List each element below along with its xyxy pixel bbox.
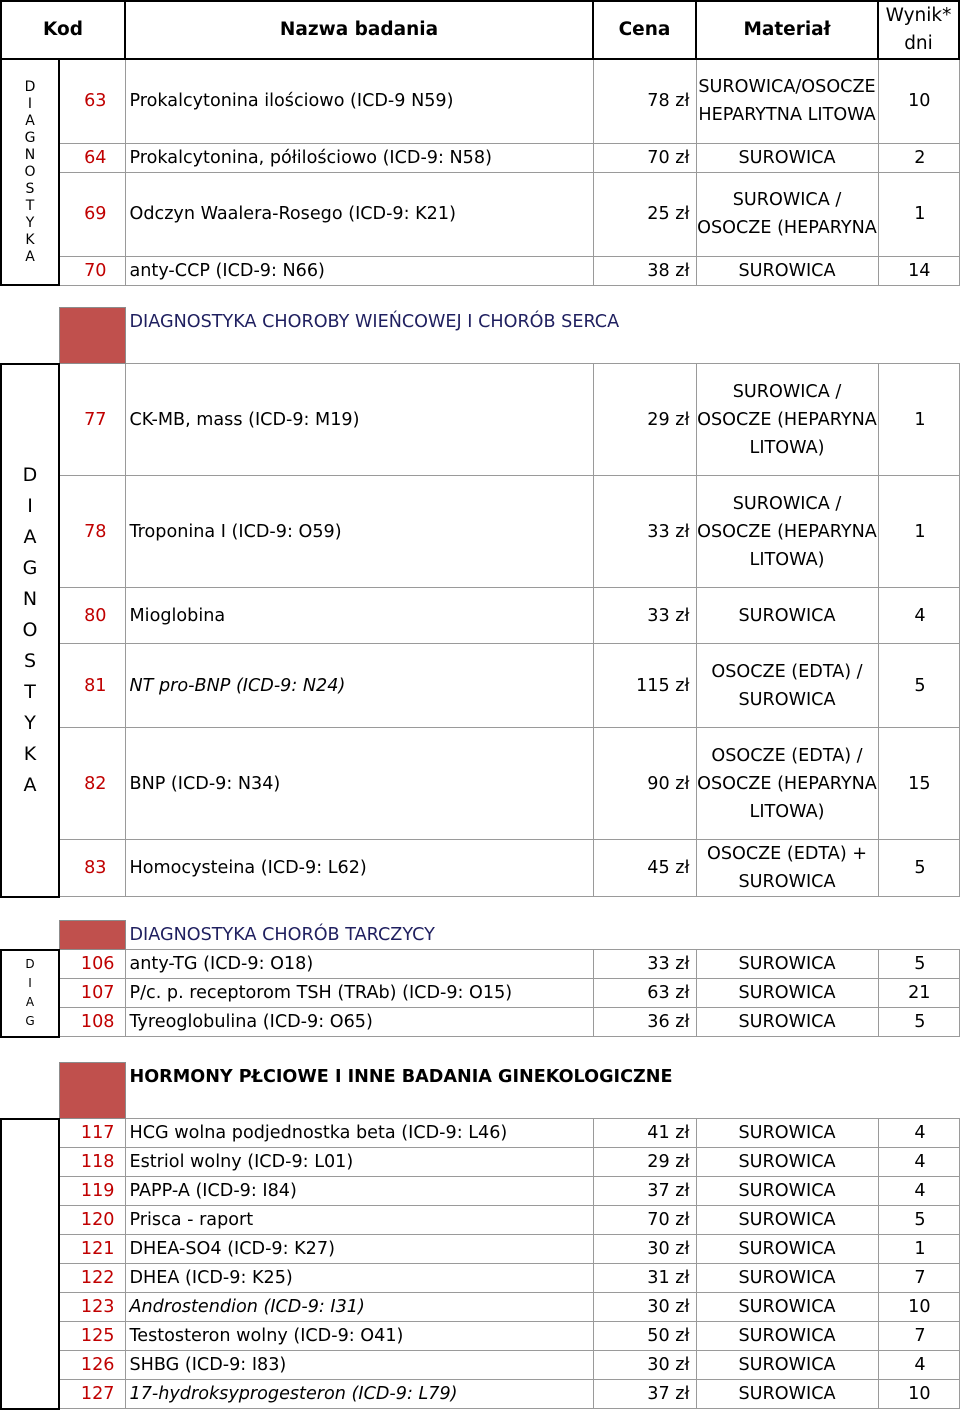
- section-4: [0, 1062, 960, 1410]
- table-row: [1, 644, 959, 728]
- section-title: HORMONY PŁCIOWE I INNE BADANIA GINEKOLOGICZNE: [129, 1066, 673, 1087]
- section-color-swatch: [59, 921, 125, 950]
- row-cena: 29 zł: [593, 364, 696, 476]
- row-material: SUROWICA: [696, 979, 878, 1008]
- row-material: SUROWICA: [696, 1322, 878, 1351]
- row-cena: 70 zł: [593, 143, 696, 172]
- section-1: [0, 0, 960, 286]
- row-kod: 120: [59, 1206, 125, 1235]
- row-cena: 25 zł: [593, 172, 696, 256]
- row-material: SUROWICA: [696, 1008, 878, 1037]
- table-row: [1, 1380, 959, 1409]
- section-title-row: [1, 1063, 959, 1119]
- section-color-swatch: [59, 308, 125, 364]
- table-row: [1, 728, 959, 840]
- table-row: [1, 364, 959, 476]
- header-wynik: Wynik* dni: [878, 1, 959, 59]
- side-label: [1, 1119, 59, 1409]
- row-cena: 78 zł: [593, 59, 696, 143]
- row-material: SUROWICA/OSOCZE HEPARYTNA LITOWA: [696, 59, 878, 143]
- row-dni: 1: [878, 476, 959, 588]
- row-material: SUROWICA / OSOCZE (HEPARYNA: [696, 172, 878, 256]
- row-dni: 5: [878, 1008, 959, 1037]
- table-header: [1, 1, 959, 59]
- header-nazwa: Nazwa badania: [125, 1, 593, 59]
- row-dni: 4: [878, 1351, 959, 1380]
- row-material: SUROWICA / OSOCZE (HEPARYNA LITOWA): [696, 364, 878, 476]
- row-nazwa: DHEA (ICD-9: K25): [125, 1264, 593, 1293]
- row-cena: 70 zł: [593, 1206, 696, 1235]
- row-nazwa: Odczyn Waalera-Rosego (ICD-9: K21): [125, 172, 593, 256]
- row-kod: 107: [59, 979, 125, 1008]
- row-cena: 63 zł: [593, 979, 696, 1008]
- row-nazwa: Homocysteina (ICD-9: L62): [125, 840, 593, 897]
- row-cena: 30 zł: [593, 1293, 696, 1322]
- row-kod: 70: [59, 256, 125, 285]
- row-kod: 121: [59, 1235, 125, 1264]
- row-material: SUROWICA: [696, 1177, 878, 1206]
- row-material: SUROWICA: [696, 1148, 878, 1177]
- row-dni: 4: [878, 588, 959, 644]
- row-cena: 30 zł: [593, 1351, 696, 1380]
- row-nazwa: DHEA-SO4 (ICD-9: K27): [125, 1235, 593, 1264]
- row-material: SUROWICA: [696, 1206, 878, 1235]
- row-dni: 7: [878, 1264, 959, 1293]
- row-material: SUROWICA / OSOCZE (HEPARYNA LITOWA): [696, 476, 878, 588]
- row-nazwa: NT pro-BNP (ICD-9: N24): [125, 644, 593, 728]
- row-nazwa: anty-TG (ICD-9: O18): [125, 950, 593, 979]
- row-nazwa: Mioglobina: [125, 588, 593, 644]
- row-kod: 80: [59, 588, 125, 644]
- row-dni: 1: [878, 1235, 959, 1264]
- row-material: OSOCZE (EDTA) / SUROWICA: [696, 644, 878, 728]
- row-nazwa: Tyreoglobulina (ICD-9: O65): [125, 1008, 593, 1037]
- section-title-row: [1, 921, 959, 950]
- row-dni: 4: [878, 1148, 959, 1177]
- section-color-swatch: [59, 1063, 125, 1119]
- row-cena: 50 zł: [593, 1322, 696, 1351]
- table-row: [1, 256, 959, 285]
- row-cena: 37 zł: [593, 1177, 696, 1206]
- row-dni: 1: [878, 172, 959, 256]
- header-material: Materiał: [696, 1, 878, 59]
- row-kod: 117: [59, 1119, 125, 1148]
- row-material: SUROWICA: [696, 1119, 878, 1148]
- row-kod: 78: [59, 476, 125, 588]
- table-row: [1, 1351, 959, 1380]
- section-title: DIAGNOSTYKA CHOROBY WIEŃCOWEJ I CHORÓB SERCA: [129, 311, 620, 332]
- row-material: SUROWICA: [696, 256, 878, 285]
- table-row: [1, 950, 959, 979]
- side-label: D I A G N O S T Y K A: [1, 364, 59, 897]
- row-cena: 31 zł: [593, 1264, 696, 1293]
- row-kod: 108: [59, 1008, 125, 1037]
- row-material: SUROWICA: [696, 143, 878, 172]
- row-kod: 127: [59, 1380, 125, 1409]
- row-kod: 123: [59, 1293, 125, 1322]
- table-row: [1, 979, 959, 1008]
- row-nazwa: P/c. p. receptorom TSH (TRAb) (ICD-9: O15): [125, 979, 593, 1008]
- row-dni: 4: [878, 1177, 959, 1206]
- table-row: [1, 1148, 959, 1177]
- row-nazwa: 17-hydroksyprogesteron (ICD-9: L79): [125, 1380, 593, 1409]
- row-dni: 7: [878, 1322, 959, 1351]
- section-2: [0, 307, 960, 898]
- row-dni: 4: [878, 1119, 959, 1148]
- row-nazwa: PAPP-A (ICD-9: I84): [125, 1177, 593, 1206]
- row-nazwa: Prisca - raport: [125, 1206, 593, 1235]
- row-cena: 115 zł: [593, 644, 696, 728]
- row-material: SUROWICA: [696, 1380, 878, 1409]
- row-nazwa: CK-MB, mass (ICD-9: M19): [125, 364, 593, 476]
- table-row: [1, 1322, 959, 1351]
- row-kod: 69: [59, 172, 125, 256]
- row-dni: 2: [878, 143, 959, 172]
- row-dni: 1: [878, 364, 959, 476]
- row-nazwa: Testosteron wolny (ICD-9: O41): [125, 1322, 593, 1351]
- row-kod: 83: [59, 840, 125, 897]
- row-dni: 5: [878, 644, 959, 728]
- row-nazwa: Androstendion (ICD-9: I31): [125, 1293, 593, 1322]
- table-row: [1, 1119, 959, 1148]
- header-cena: Cena: [593, 1, 696, 59]
- row-material: OSOCZE (EDTA) + SUROWICA: [696, 840, 878, 897]
- row-dni: 15: [878, 728, 959, 840]
- row-cena: 37 zł: [593, 1380, 696, 1409]
- row-cena: 33 zł: [593, 588, 696, 644]
- row-cena: 41 zł: [593, 1119, 696, 1148]
- row-nazwa: Estriol wolny (ICD-9: L01): [125, 1148, 593, 1177]
- row-cena: 33 zł: [593, 950, 696, 979]
- section-title-row: [1, 308, 959, 364]
- row-dni: 5: [878, 840, 959, 897]
- row-material: SUROWICA: [696, 1351, 878, 1380]
- table-row: [1, 1206, 959, 1235]
- row-dni: 5: [878, 950, 959, 979]
- row-material: OSOCZE (EDTA) / OSOCZE (HEPARYNA LITOWA): [696, 728, 878, 840]
- row-kod: 77: [59, 364, 125, 476]
- table-row: [1, 172, 959, 256]
- row-dni: 10: [878, 1293, 959, 1322]
- row-cena: 36 zł: [593, 1008, 696, 1037]
- section-3: [0, 920, 960, 1038]
- row-cena: 30 zł: [593, 1235, 696, 1264]
- row-material: SUROWICA: [696, 950, 878, 979]
- row-kod: 126: [59, 1351, 125, 1380]
- table-row: [1, 476, 959, 588]
- row-cena: 29 zł: [593, 1148, 696, 1177]
- row-dni: 5: [878, 1206, 959, 1235]
- table-row: [1, 840, 959, 897]
- table-row: [1, 1293, 959, 1322]
- row-material: SUROWICA: [696, 1293, 878, 1322]
- row-kod: 118: [59, 1148, 125, 1177]
- row-nazwa: Troponina I (ICD-9: O59): [125, 476, 593, 588]
- row-nazwa: Prokalcytonina, półilościowo (ICD-9: N58): [125, 143, 593, 172]
- table-row: [1, 1177, 959, 1206]
- table-row: [1, 59, 959, 143]
- row-kod: 64: [59, 143, 125, 172]
- row-kod: 106: [59, 950, 125, 979]
- row-nazwa: HCG wolna podjednostka beta (ICD-9: L46): [125, 1119, 593, 1148]
- row-nazwa: Prokalcytonina ilościowo (ICD-9 N59): [125, 59, 593, 143]
- row-material: SUROWICA: [696, 588, 878, 644]
- row-kod: 125: [59, 1322, 125, 1351]
- row-cena: 90 zł: [593, 728, 696, 840]
- row-dni: 10: [878, 1380, 959, 1409]
- table-row: [1, 588, 959, 644]
- row-nazwa: anty-CCP (ICD-9: N66): [125, 256, 593, 285]
- row-nazwa: SHBG (ICD-9: I83): [125, 1351, 593, 1380]
- side-label: D I A G N O S T Y K A: [1, 59, 59, 285]
- row-dni: 14: [878, 256, 959, 285]
- row-dni: 21: [878, 979, 959, 1008]
- row-kod: 119: [59, 1177, 125, 1206]
- row-material: SUROWICA: [696, 1264, 878, 1293]
- row-kod: 82: [59, 728, 125, 840]
- row-material: SUROWICA: [696, 1235, 878, 1264]
- row-cena: 38 zł: [593, 256, 696, 285]
- row-kod: 122: [59, 1264, 125, 1293]
- section-title: DIAGNOSTYKA CHORÓB TARCZYCY: [129, 924, 435, 945]
- row-kod: 63: [59, 59, 125, 143]
- table-row: [1, 1235, 959, 1264]
- side-label: D I A G: [1, 950, 59, 1037]
- table-row: [1, 143, 959, 172]
- table-row: [1, 1008, 959, 1037]
- row-nazwa: BNP (ICD-9: N34): [125, 728, 593, 840]
- row-cena: 45 zł: [593, 840, 696, 897]
- header-kod: Kod: [1, 1, 125, 59]
- row-dni: 10: [878, 59, 959, 143]
- row-cena: 33 zł: [593, 476, 696, 588]
- row-kod: 81: [59, 644, 125, 728]
- table-row: [1, 1264, 959, 1293]
